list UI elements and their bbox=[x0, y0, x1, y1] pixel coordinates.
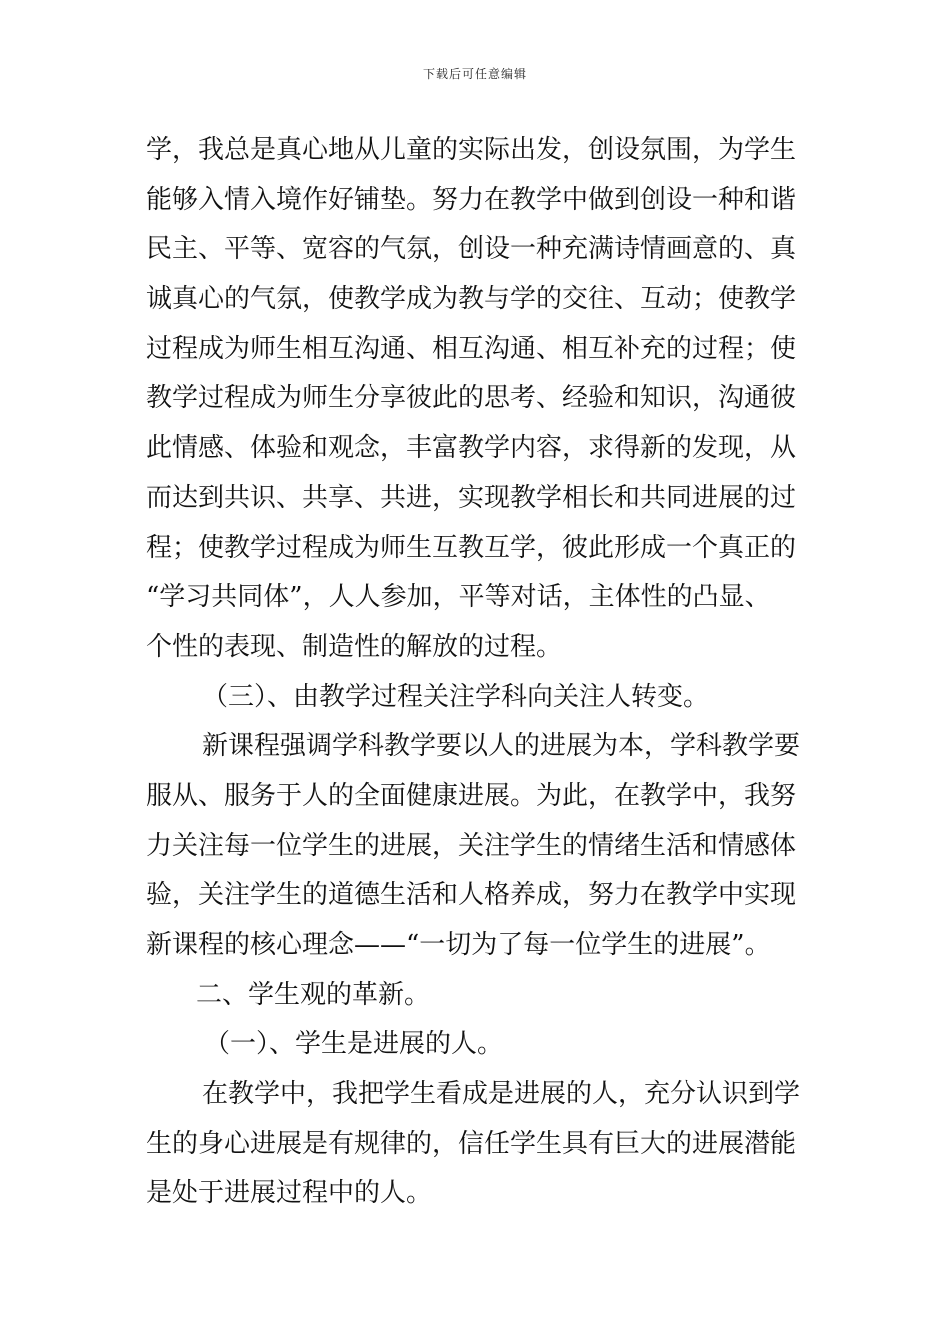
text-line: 教学过程成为师生分享彼此的思考、经验和知识，沟通彼 bbox=[146, 383, 797, 414]
text-line: 能够入情入境作好铺垫。努力在教学中做到创设一种和谐 bbox=[146, 184, 797, 215]
page-header: 下载后可任意编辑 bbox=[422, 67, 527, 81]
section-heading: 二、学生观的革新。 bbox=[196, 979, 431, 1010]
text-line: 是处于进展过程中的人。 bbox=[146, 1178, 433, 1209]
text-line: 而达到共识、共享、共进，实现教学相长和共同进展的过 bbox=[146, 482, 797, 513]
section-heading: （三）、由教学过程关注学科向关注人转变。 bbox=[202, 681, 710, 712]
text-line: 力关注每一位学生的进展，关注学生的情绪生活和情感体 bbox=[146, 830, 797, 861]
text-line: 验，关注学生的道德生活和人格养成，努力在教学中实现 bbox=[146, 880, 797, 911]
text-line: 民主、平等、宽容的气氛，创设一种充满诗情画意的、真 bbox=[146, 234, 797, 265]
text-line: 生的身心进展是有规律的，信任学生具有巨大的进展潜能 bbox=[146, 1128, 797, 1159]
text-line: 在教学中，我把学生看成是进展的人，充分认识到学 bbox=[202, 1079, 801, 1110]
text-line: 过程成为师生相互沟通、相互沟通、相互补充的过程；使 bbox=[146, 333, 797, 364]
text-line: 新课程强调学科教学要以人的进展为本，学科教学要 bbox=[202, 731, 801, 762]
text-line: 程；使教学过程成为师生互教互学，彼此形成一个真正的 bbox=[146, 532, 797, 563]
document-body bbox=[146, 126, 810, 1219]
text-line: “学习共同体”，人人参加，平等对话，主体性的凸显、 bbox=[146, 582, 771, 613]
text-line: 诚真心的气氛，使教学成为教与学的交往、互动；使教学 bbox=[146, 284, 797, 315]
text-line: 个性的表现、制造性的解放的过程。 bbox=[146, 631, 563, 662]
text-line: 此情感、体验和观念，丰富教学内容，求得新的发现，从 bbox=[146, 433, 797, 464]
text-line: 学，我总是真心地从儿童的实际出发，创设氛围，为学生 bbox=[146, 135, 797, 165]
text-line: 服从、服务于人的全面健康进展。为此，在教学中，我努 bbox=[146, 780, 797, 811]
section-heading: （一）、学生是进展的人。 bbox=[204, 1029, 504, 1060]
text-line: 新课程的核心理念——“一切为了每一位学生的进展”。 bbox=[146, 930, 771, 960]
